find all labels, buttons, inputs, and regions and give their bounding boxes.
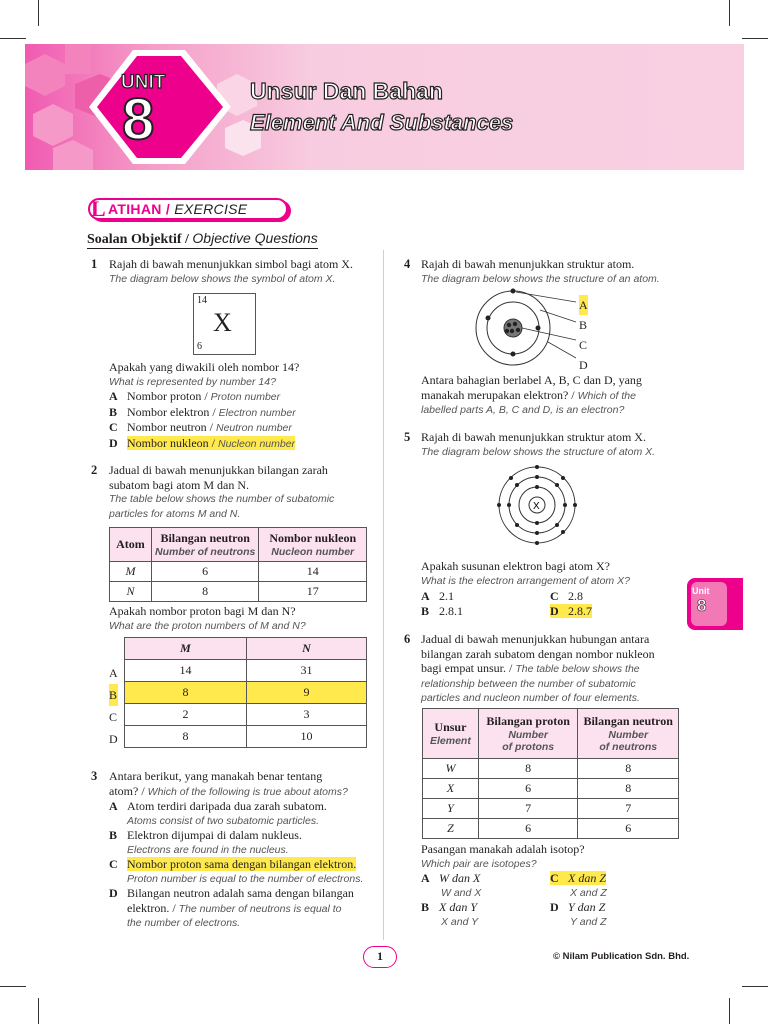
element-table bbox=[422, 708, 679, 839]
table-row: Z 6 6 bbox=[423, 819, 679, 839]
option-b[interactable]: B 2.8.1 bbox=[421, 604, 463, 618]
option-a[interactable]: A Atom terdiri daripada dua zarah subatom. bbox=[109, 799, 327, 813]
proton-number: 6 bbox=[197, 341, 202, 352]
option-english: The number of neutrons is equal to bbox=[178, 902, 342, 915]
question-stem-english: particles and nucleon number of four elements. bbox=[421, 692, 640, 704]
question-ask-english: What are the proton numbers of M and N? bbox=[109, 619, 306, 632]
diagram-labels bbox=[579, 295, 588, 375]
question-ask: Antara bahagian berlabel A, B, C dan D, yang bbox=[421, 373, 642, 387]
question-ask: Apakah nombor proton bagi M dan N? bbox=[109, 604, 296, 618]
question-stem-english: The table below shows the number of subatomic bbox=[109, 493, 335, 505]
option-b[interactable]: B Elektron dijumpai di dalam nukleus. bbox=[109, 828, 302, 842]
question-ask-english: What is the electron arrangement of atom X? bbox=[421, 574, 630, 587]
question-ask-english: Which of the bbox=[577, 389, 636, 402]
question-stem: Antara berikut, yang manakah benar tentang bbox=[109, 769, 323, 783]
table-header-english: of neutrons bbox=[599, 741, 658, 753]
option-row-d[interactable]: 8 10 bbox=[125, 726, 367, 748]
option-d[interactable]: D Bilangan neutron adalah sama dengan bilangan bbox=[109, 886, 354, 900]
question-stem-english: The table below shows the bbox=[515, 663, 640, 675]
question-stem: Jadual di bawah menunjukkan hubungan antara bbox=[421, 632, 650, 646]
question-5 bbox=[421, 430, 681, 459]
table-header-english: Number of neutrons bbox=[155, 546, 256, 558]
crop-mark bbox=[729, 998, 730, 1024]
table-header: Bilangan neutron bbox=[583, 714, 673, 728]
badge-initial: L bbox=[91, 196, 106, 221]
table-row: Y 7 7 bbox=[423, 799, 679, 819]
table-row: N 8 17 bbox=[110, 582, 367, 602]
answer-table bbox=[124, 637, 367, 748]
question-stem-english: Which of the following is true about atoms? bbox=[147, 785, 348, 798]
crop-mark bbox=[729, 0, 730, 26]
option-letter: C bbox=[109, 710, 118, 724]
question-number: 3 bbox=[91, 769, 98, 783]
table-header: Atom bbox=[110, 528, 152, 562]
option-english: Proton number is equal to the number of electrons. bbox=[127, 872, 364, 885]
unit-label: UNIT bbox=[121, 72, 166, 93]
table-row: W 8 8 bbox=[423, 759, 679, 779]
option-d-answer[interactable]: D 2.8.7 bbox=[550, 604, 592, 618]
question-2 bbox=[109, 463, 369, 521]
answer-letters bbox=[109, 662, 118, 750]
question-stem-english: The diagram below shows the structure of atom X. bbox=[421, 445, 656, 458]
question-ask: Apakah yang diwakili oleh nombor 14? bbox=[109, 360, 300, 374]
label-d: D bbox=[579, 358, 588, 372]
table-header-english: Nucleon number bbox=[271, 546, 355, 558]
question-ask: manakah merupakan elektron? bbox=[421, 387, 569, 402]
label-c: C bbox=[579, 338, 588, 352]
question-stem-english: relationship between the number of subatomic bbox=[421, 677, 636, 690]
crop-mark bbox=[742, 38, 768, 39]
exercise-badge: L ATIHAN / EXERCISE bbox=[88, 198, 288, 220]
question-stem-english: particles for atoms M and N. bbox=[109, 507, 241, 520]
section-heading: Soalan Objektif / Objective Questions bbox=[87, 230, 318, 247]
option-row-c[interactable]: 2 3 bbox=[125, 704, 367, 726]
nucleus-label: X bbox=[533, 501, 540, 512]
table-header-english: Number bbox=[508, 729, 548, 741]
unit-side-tab bbox=[687, 578, 743, 630]
question-number: 2 bbox=[91, 463, 98, 477]
option-letter: A bbox=[109, 666, 118, 680]
badge-text: ATIHAN bbox=[108, 201, 162, 217]
question-ask-english: labelled parts A, B, C and D, is an electron? bbox=[421, 404, 625, 416]
question-3: Antara berikut, yang manakah benar tentang atom? / Which of the following is true about atoms? A Atom terdiri daripada dua zarah subatom. Atoms consist of two subatomic particles. B Elektron dijumpai di dalam nukleus. Electrons are found in the nucleus. C Nombor proton sama dengan bilangan elektron. Proton number is equal to the number of electrons. D Bilangan neutron adalah sama dengan bilangan elektron. / The number of neutrons is equal to the number of electrons. bbox=[109, 769, 371, 931]
question-stem: Jadual di bawah menunjukkan bilangan zarah bbox=[109, 463, 328, 477]
option-text: elektron. bbox=[127, 900, 170, 915]
label-a: A bbox=[579, 295, 588, 315]
question-1 bbox=[109, 257, 369, 286]
option-a[interactable]: A W dan X W and X bbox=[421, 871, 482, 899]
table-header-english: Element bbox=[430, 735, 471, 747]
option-b[interactable]: B Nombor elektron / Electron number bbox=[109, 404, 296, 419]
crop-mark bbox=[742, 986, 768, 987]
label-b: B bbox=[579, 318, 588, 332]
option-a[interactable]: A 2.1 bbox=[421, 589, 454, 603]
table-row: X 6 8 bbox=[423, 779, 679, 799]
subatomic-table bbox=[109, 527, 367, 602]
column-divider bbox=[383, 250, 384, 940]
crop-mark bbox=[0, 38, 26, 39]
question-stem: bagi empat unsur. bbox=[421, 661, 506, 675]
question-6-ask bbox=[421, 842, 681, 871]
table-header: Bilangan proton bbox=[486, 714, 570, 728]
side-tab-word: Unit bbox=[692, 586, 710, 596]
heading-english: Objective Questions bbox=[192, 230, 318, 246]
question-stem: Rajah di bawah menunjukkan struktur atom. bbox=[421, 257, 635, 271]
page-number: 1 bbox=[363, 946, 397, 968]
table-header: Bilangan neutron bbox=[160, 531, 250, 545]
table-header: Unsur bbox=[434, 720, 467, 734]
question-4 bbox=[421, 257, 681, 286]
badge-text-english: EXERCISE bbox=[174, 201, 248, 217]
option-a[interactable]: A Nombor proton / Proton number bbox=[109, 389, 281, 403]
question-stem: subatom bagi atom M dan N. bbox=[109, 477, 249, 492]
heading-malay: Soalan Objektif bbox=[87, 232, 182, 247]
question-number: 6 bbox=[404, 632, 411, 646]
crop-mark bbox=[0, 986, 26, 987]
question-stem-english: The diagram below shows the structure of an atom. bbox=[421, 272, 660, 285]
option-d-answer[interactable]: D Nombor nukleon / Nucleon number bbox=[109, 435, 296, 450]
table-header: M bbox=[180, 641, 191, 655]
mass-number: 14 bbox=[197, 295, 207, 306]
option-letter: D bbox=[109, 732, 118, 746]
question-stem: Rajah di bawah menunjukkan struktur atom X. bbox=[421, 430, 646, 444]
question-stem-english: The diagram below shows the symbol of atom X. bbox=[109, 272, 336, 285]
publisher-credit: © Nilam Publication Sdn. Bhd. bbox=[553, 951, 690, 962]
crop-mark bbox=[38, 0, 39, 26]
option-c[interactable]: C 2.8 bbox=[550, 589, 583, 603]
question-number: 1 bbox=[91, 257, 98, 271]
chapter-title-english: Element And Substances bbox=[250, 110, 514, 135]
question-ask-english: What is represented by number 14? bbox=[109, 375, 276, 388]
option-letter: B bbox=[109, 684, 118, 706]
question-5-ask bbox=[421, 559, 681, 588]
option-english: Electrons are found in the nucleus. bbox=[127, 843, 289, 856]
option-c-answer[interactable]: C X dan Z X and Z bbox=[550, 871, 607, 899]
question-6: Jadual di bawah menunjukkan hubungan antara bilangan zarah subatom dengan nombor nukleon bagi empat unsur. / The table below shows the relationship between the number of subatomic particles and nucleon number of four elements. bbox=[421, 632, 681, 706]
table-header: N bbox=[302, 641, 311, 655]
option-english: the number of electrons. bbox=[127, 917, 241, 929]
atom-x-diagram bbox=[495, 465, 579, 547]
table-header-english: of protons bbox=[502, 741, 555, 753]
option-d[interactable]: D Y dan Z Y and Z bbox=[550, 900, 607, 928]
option-row-b-answer[interactable]: 8 9 bbox=[125, 682, 367, 704]
question-1-options bbox=[109, 360, 369, 451]
unit-number: 8 bbox=[122, 87, 155, 152]
atom-symbol-box bbox=[193, 293, 256, 355]
element-symbol: X bbox=[213, 308, 232, 337]
question-number: 5 bbox=[404, 430, 411, 444]
table-header-english: Number bbox=[608, 729, 649, 741]
option-b[interactable]: B X dan Y X and Y bbox=[421, 900, 479, 928]
option-c-answer[interactable]: C Nombor proton sama dengan bilangan elektron. bbox=[109, 857, 357, 871]
side-tab-number: 8 bbox=[697, 596, 707, 615]
chapter-title-malay: Unsur Dan Bahan bbox=[250, 78, 443, 104]
option-english: Atoms consist of two subatomic particles. bbox=[127, 814, 319, 827]
table-header: Nombor nukleon bbox=[269, 531, 357, 545]
question-stem: bilangan zarah subatom dengan nombor nukleon bbox=[421, 646, 655, 661]
question-ask: Pasangan manakah adalah isotop? bbox=[421, 842, 585, 856]
crop-mark bbox=[38, 998, 39, 1024]
question-ask: Apakah susunan elektron bagi atom X? bbox=[421, 559, 610, 573]
question-2-ask bbox=[109, 604, 369, 633]
question-4-ask: Antara bahagian berlabel A, B, C dan D, yang manakah merupakan elektron? / Which of the labelled parts A, B, C and D, is an electron? bbox=[421, 373, 681, 418]
question-stem: atom? bbox=[109, 783, 139, 798]
question-stem: Rajah di bawah menunjukkan simbol bagi atom X. bbox=[109, 257, 353, 271]
question-number: 4 bbox=[404, 257, 411, 271]
table-row: M 6 14 bbox=[110, 562, 367, 582]
option-c[interactable]: C Nombor neutron / Neutron number bbox=[109, 420, 292, 434]
option-row-a[interactable]: 14 31 bbox=[125, 660, 367, 682]
question-ask-english: Which pair are isotopes? bbox=[421, 857, 537, 870]
